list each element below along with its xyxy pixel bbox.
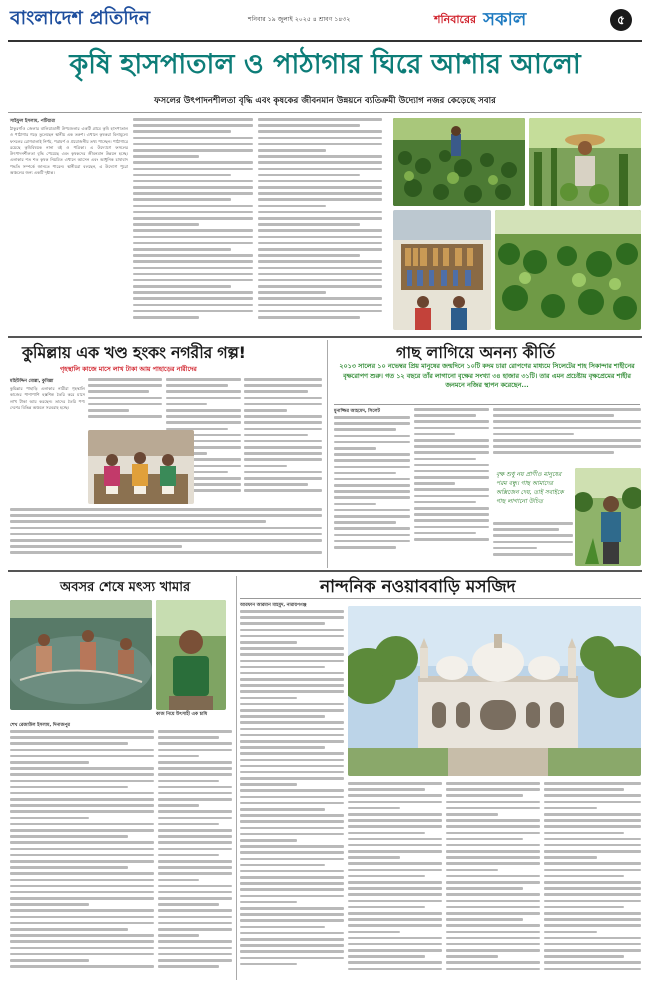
mosque-column-3 (446, 782, 540, 980)
fish-column-1 (10, 730, 154, 980)
mosque-column-2 (348, 782, 442, 980)
komilla-byline: মহিউদ্দিন মোল্লা, কুমিল্লা (10, 379, 54, 384)
mosque-headline: নান্দনিক নওয়াববাড়ি মসজিদ (320, 577, 516, 597)
tree-byline: মুনাজ্জির আহমেদ, সিলেট (334, 409, 380, 414)
dateline: শনিবার ১৯ জুলাই ২০২৫ ৪ শ্রাবণ ১৪৩২ (248, 16, 351, 23)
fish-headline: অবসর শেষে মৎস্য খামার (60, 580, 191, 595)
tree-column-4 (493, 522, 573, 566)
section-prefix: শনিবারের (434, 13, 477, 26)
lead-photo-farmer (529, 118, 641, 206)
paper-name: বাংলাদেশ প্রতিদিন (10, 7, 151, 29)
page-number (610, 9, 632, 31)
lead-column-3 (258, 118, 382, 330)
fish-photo-pond (10, 600, 152, 710)
lead-body: ঠাকুরগাঁও জেলার বালিয়াডাঙ্গী উপজেলার একটি গ্রামে কৃষি হাসপাতাল ও পাঠাগার গড়ে তুলেছেন স্থানীয় এক তরুণ। এখানে কৃষকরা বিনামূল্যে ফসলের রোগবালাই নির্ণয়, পরামর্শ ও প্রয়োজনীয় তথ্য পাচ্ছেন। পাঠাগারে রয়েছে কৃষিবিষয়ক নানা বই ও পত্রিকা। এ উদ্যোগে ফসলের উৎপাদনশীলতা বৃদ্ধি পেয়েছে এবং কৃষকদের জীবনমান উন্নয়ন হচ্ছে। এলাকার শত শত কৃষক নিয়মিত এখানে আসেন এবং আধুনিক চাষাবাদ পদ্ধতি সম্পর্কে জানতে পারেন। স্থানীয়রা বলছেন, এ উদ্যোগ পুরো অঞ্চলের জন্য একটি দৃষ্টান্ত। (10, 126, 128, 176)
komilla-photo-women (88, 430, 194, 504)
komilla-body: কুমিল্লার পাহাড়ি এলাকার নারীরা গৃহস্থালি কাজের পাশাপাশি হস্তশিল্প তৈরি করে মাসে লাখ টাকা আয় করছেন। তাদের তৈরি পণ্য দেশের বিভিন্ন অঞ্চলে সরবরাহ হচ্ছে। (10, 386, 85, 410)
lead-byline: সাইফুল ইসলাম, পটিয়ারা (10, 119, 56, 124)
mosque-column-4 (544, 782, 641, 980)
column-separator-2 (236, 576, 237, 980)
lead-headline: কৃষি হাসপাতাল ও পাঠাগার ঘিরে আশার আলো (69, 49, 581, 80)
middle-bottom-rule (8, 570, 642, 572)
tree-column-1 (334, 416, 410, 566)
mosque-column-1 (240, 610, 344, 980)
mosque-byline: আরফান আরমান মাহমুদ, নারায়ণগঞ্জ (240, 603, 307, 608)
mosque-headline-rule (240, 598, 641, 599)
tree-photo-planter (575, 468, 641, 566)
mosque-photo (348, 606, 641, 776)
masthead (0, 0, 650, 44)
lead-photo-library (393, 210, 491, 330)
fish-photo-caption: কাজ নিয়ে উৎসাহী এক চাষি (156, 712, 208, 717)
komilla-subhead: গৃহস্থালি কাজে মাসে লাখ টাকা আয় পাহাড়ের নারীদের (60, 366, 197, 373)
komilla-column-4 (244, 378, 322, 506)
tree-intro: ২০১৩ সালের ১০ নভেম্বর প্রিয় মানুষের জন্মদিনে ১০টি কদম চারা রোপণের মাধ্যমে সিলেটের শাহ সিকান্দার শাহীনের বৃক্ষরোপণ শুরু। গত ১২ বছরে তাঁর লাগানো বৃক্ষের সংখ্যা ৩৪ হাজার ৩১টি। তার এমন প্রচেষ্টায় বৃক্ষপ্রেমের শাহীর জনমনে নজির স্থাপন করেছেন... (339, 362, 635, 389)
column-separator-1 (327, 340, 328, 568)
lead-subhead-rule (8, 112, 642, 113)
lead-subhead: ফসলের উৎপাদনশীলতা বৃদ্ধি এবং কৃষকের জীবনমান উন্নয়নে ব্যতিক্রমী উদ্যোগ নজর কেড়েছে সবার (154, 96, 496, 106)
komilla-bottom-block (10, 508, 322, 566)
fish-column-2 (158, 730, 232, 980)
lead-column-2 (133, 118, 253, 330)
fish-photo-farmer (156, 600, 226, 710)
fish-byline: শেখ রেজাউল ইসলাম, দিনাজপুর (10, 723, 71, 728)
page-number-value: ৫ (617, 13, 625, 27)
tree-headline: গাছ লাগিয়ে অনন্য কীর্তি (396, 343, 555, 362)
tree-intro-rule (334, 404, 640, 405)
tree-column-2 (414, 408, 489, 566)
section-logo (434, 5, 526, 33)
komilla-column-2 (88, 378, 162, 430)
lead-photo-field (495, 210, 641, 330)
komilla-headline: কুমিল্লায় এক খণ্ড হংকং নগরীর গল্প! (22, 343, 246, 362)
section-name: সকাল (483, 9, 527, 30)
lead-photo-nursery (393, 118, 525, 206)
tree-pull-quote: বৃক্ষ শুধু নয় প্রাণীও মানুষের পরম বন্ধু। গাছ আমাদের অক্সিজেন দেয়, তাই সবাইকে গাছ লাগানো উচিত (496, 471, 564, 505)
lead-bottom-rule (8, 336, 642, 338)
tree-column-3 (493, 408, 641, 468)
masthead-divider (8, 40, 642, 42)
